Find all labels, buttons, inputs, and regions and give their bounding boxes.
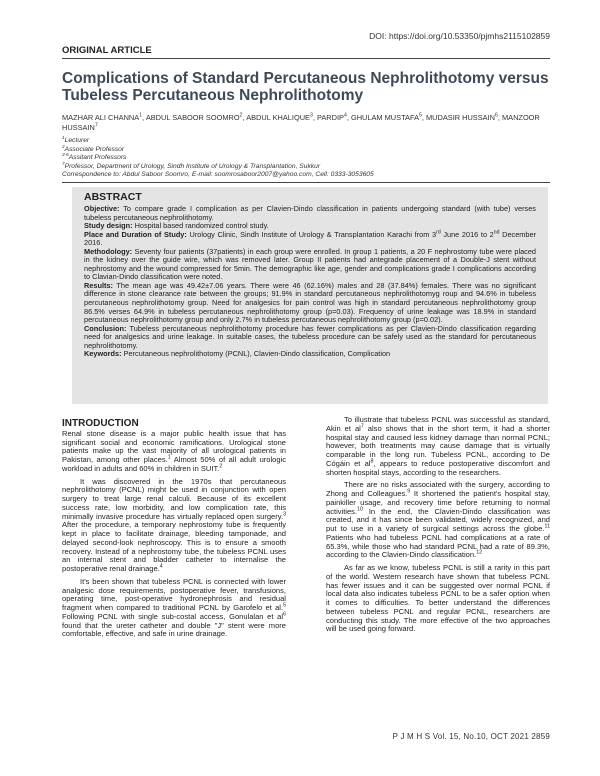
author-list: MAZHAR ALI CHANNA$^1$, ABDUL SABOOR SOOMRO$^2$, ABDUL KHALIQUE$^3$, PARDIP$^4$, GHULAM MUSTAFA$^5$, MUDASIR HUSSAIN$^6$, MANZOOR HUSSAIN$^7$ — [62, 112, 540, 132]
abstract-conclusion: Conclusion: Tubeless percutaneous nephrolithotomy procedure has fewer complications as per Clavien-Dindo classification regarding need for analgesics and urine leakage. In suitable cases, the tubeless procedure can be safely used as the standard for percutaneous nephrolithotomy. — [84, 323, 536, 350]
abstract-rule — [62, 182, 550, 183]
body-paragraph: As far as we know, tubeless PCNL is still a rarity in this part of the world. Western research have shown that tubeless PCNL has fewer issues and it can be suggested over normal PCNL if local data also indicates tubeless PCNL to be a safer option when it comes to difficulties. To better understand the differences between tubeless PCNL and regular PCNL, researchers are conducting this study. The more effective of the two approaches will be used going forward. — [326, 563, 550, 634]
body-paragraph: It's been shown that tubeless PCNL is connected with lower analgesic dose requirements, postoperative fever, transfusions, operating time, post-operative hydronephrosis and residual fragment when compared to traditional PCNL by Garofelo et al.$^5$ Following PCNL with single sub-costal access, Gonulalan et $al^6$ found that the ureter catheter and double "J" stent were more comfortable, effective, and safe in urine drainage. — [62, 576, 286, 639]
doi-link[interactable]: DOI: https://doi.org/10.53350/pjmhs2115102859 — [369, 31, 550, 41]
abstract-objective: Objective: To compare grade I complication as per Clavien-Dindo classification in patients undergoing standard (with tube) verses tubeless percutaneous nephrolithotomy. — [84, 204, 536, 222]
abstract-design: Study design: Hospital based randomized control study. — [84, 221, 269, 231]
abstract-heading: ABSTRACT — [84, 191, 142, 203]
body-column-left — [62, 420, 286, 643]
author: ABDUL SABOOR SOOMRO$^2$ — [145, 112, 243, 122]
body-paragraph: It was discovered in the 1970s that percutaneous nephrolithotomy (PCNL) might be used in conjunction with open surgery to treat large renal calculi. Because of its excellent success rate, low morbidity, and low complication rate, this minimally invasive procedure has virtually replaced open surgery.$^3$ After the procedure, a temporary nephrostomy tube is frequently kept in place to facilitate drainage, bleeding tamponade, and delayed second-look nephroscopy. This is to ensure a smooth recovery. Instead of a nephrostomy tube, the tubeless PCNL uses an internal stent and bladder catheter to internalise the postoperative renal drainage.$^4$ — [62, 476, 286, 573]
abstract-keywords: Keywords: Percutaneous nephrolithotomy (PCNL), Clavien-Dindo classification, Complication — [84, 349, 391, 359]
affiliation: $^2$Associate Professor — [62, 143, 125, 153]
author: PARDIP$^4$ — [317, 112, 347, 122]
abstract-results: Results: The mean age was 49.42±7.06 years. There were 46 (62.16%) males and 28 (37.84%) females. There was no significant difference in stone clearance rate between the groups; 91.9% in standard percutaneous nephrolithotomyg roup and 94.6% in tubeless percutaneous nephrolithotomy group. Need for analgesics for pain control was high in standard percutaneous nephrolithotomy group 86.5% verses 64.9% in tubeless percutaneous nephrolithotomy group (p=0.03). Frequency of urine leakage was 18.9% in standard percutaneous nephrolithotomy group and only 2.7% in tubeless percutaneous nephrolithotomy group (p=0.02). — [84, 280, 536, 325]
author: GHULAM MUSTAFA$^5$ — [350, 112, 422, 122]
body-paragraph: To illustrate that tubeless PCNL was successful as standard, Akin et $al^7$ also shows that in the short term, it had a shorter hospital stay and caused less kidney damage than normal PCNL; however, both treatments may cause damage that is virtually comparable in the long run. Tubeless PCNL, according to De Cógáin et $al^8$, appears to reduce postoperative discomfort and shorten hospital stays, according to the researchers. — [326, 415, 550, 477]
affiliation: $^1$Lecturer — [62, 134, 90, 144]
affiliation: $^7$Professor, Department of Urology, Sindh Institute of Urology & Transplantation, Sukkur — [62, 160, 321, 170]
header-rule — [62, 58, 550, 59]
page-footer: P J M H S Vol. 15, No.10, OCT 2021 2859 — [392, 732, 550, 741]
body-paragraph: Renal stone disease is a major public health issue that has significant social and economic ramifications. Urological stone patients make up the vast majority of all urological patients in Pakistan, among other places.$^1$ Almost 50% of all adult urologic workload in adults and 60% in children in SUIT.$^2$ — [62, 428, 286, 473]
abstract-place: Place and Duration of Study: Urology Clinic, Sindh Institute of Urology & Transplantation Karachi from 3rd June 2016 to 2nd December 2016. — [84, 229, 537, 248]
abstract-methodology: Methodology: Seventy four patients (37patients) in each group were enrolled. In group 1 patients, a 20 F nephrostomy tube were placed in the kidney over the guide wire, which was removed later. Group II patients had antegrade placement of a Double-J stent without nephrostomy and the wound compressed for 5min. The demographic like age, gender and complications grade I complications according to Clavian-Dindo classification were noted. — [84, 246, 537, 282]
article-type: ORIGINAL ARTICLE — [62, 45, 152, 56]
article-title: Complications of Standard Percutaneous Nephrolithotomy versus Tubeless Percutaneous Nephrolithotomy — [62, 70, 549, 104]
abstract-box — [72, 187, 548, 404]
correspondence: Correspondence to: Abdul Saboor Soomro, E-mail: soomrosaboor2007@yahoo.com, Cell: 0333-3053605 — [62, 171, 374, 179]
author: ABDUL KHALIQUE$^3$ — [246, 112, 313, 122]
section-heading-introduction: INTRODUCTION — [62, 418, 139, 429]
affiliations — [62, 134, 550, 180]
body-paragraph: There are no risks associated with the surgery, according to Zhong and Colleagues.$^9$ It shortened the patient's hospital stay, painkiller usage, and recovery time before returning to normal activities.$^{10}$ In the end, the Clavien-Dindo classification was created, and it has since been validated, widely recognized, and put to use in a variety of surgical settings across the globe.$^{11}$ Patients who had tubeless PCNL had complications at a rate of 65.3%, while those who had standard PCNL had a rate of 89.3%, according to the Clavien-Dindo classification.$^{12}$ — [326, 480, 550, 560]
body-column-right — [326, 416, 550, 638]
author: MANZOOR HUSSAIN$^7$ — [62, 113, 540, 132]
author: MUDASIR HUSSAIN$^6$ — [426, 112, 498, 122]
author: MAZHAR ALI CHANNA$^1$ — [62, 112, 143, 122]
affiliation: $^{3-6}$Assitant Professors — [62, 151, 127, 162]
